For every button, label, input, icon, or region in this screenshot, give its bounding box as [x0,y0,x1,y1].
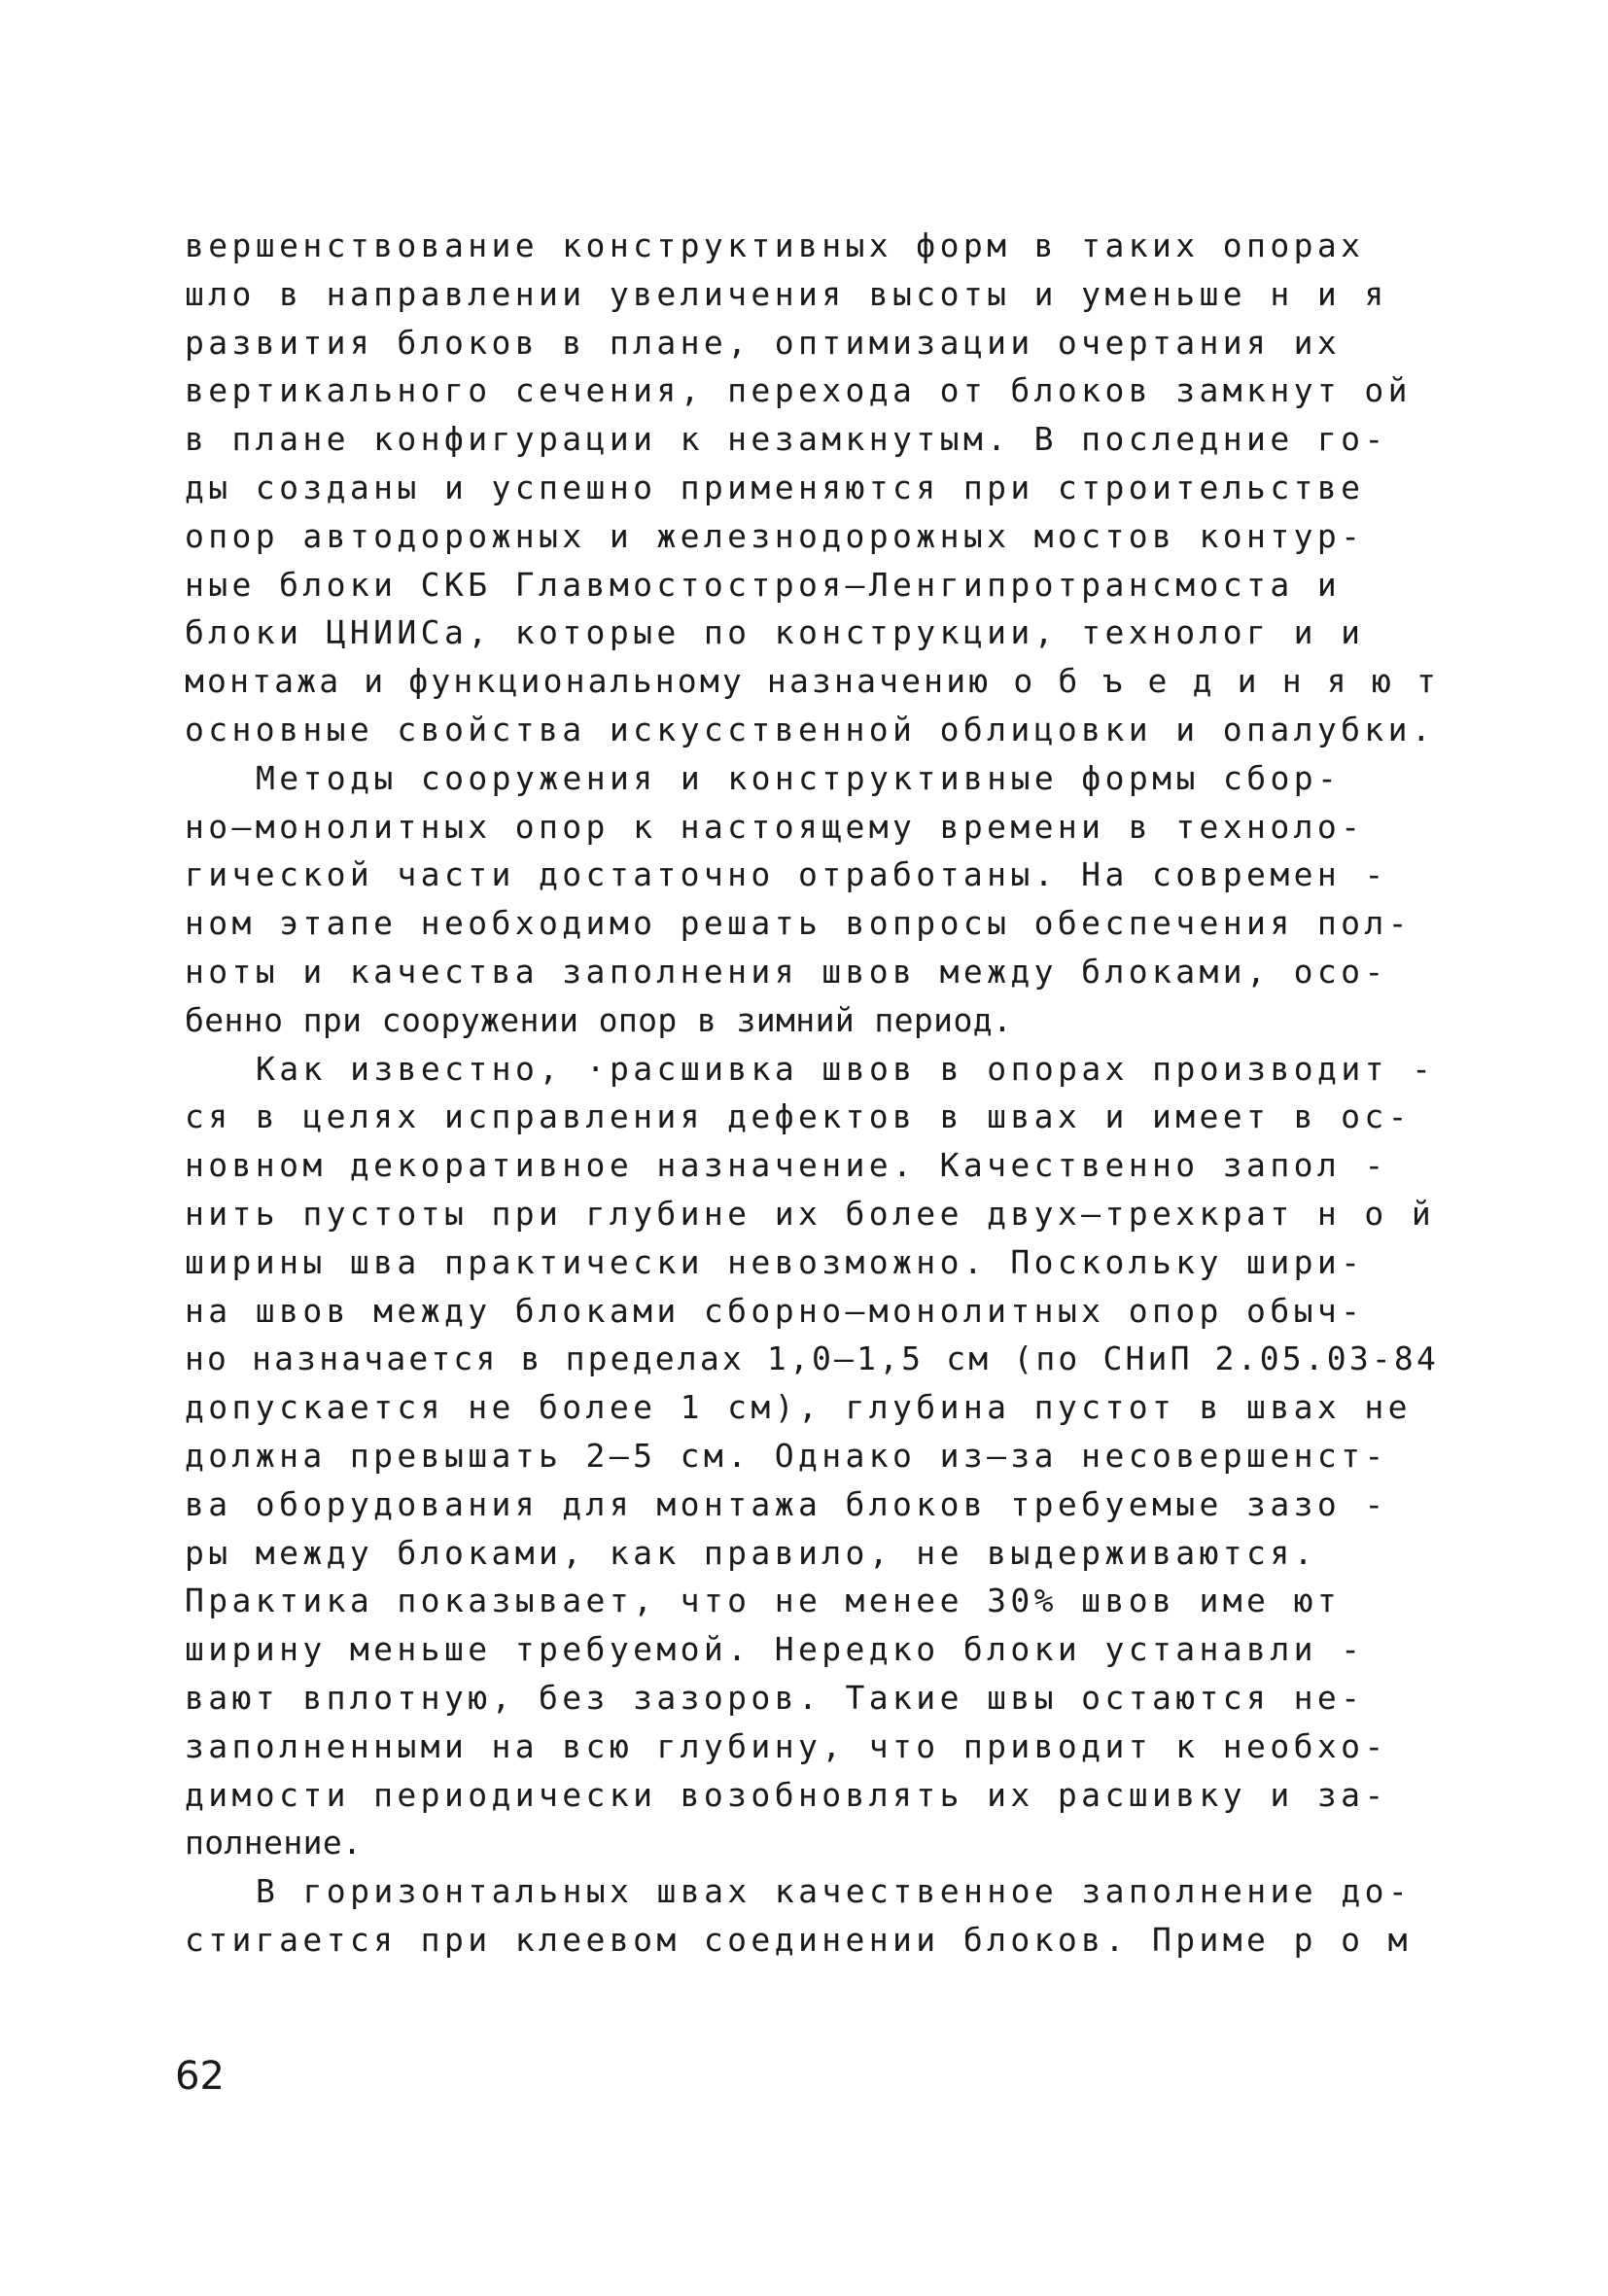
text-line: ширину меньше требуемой. Нередко блоки устанавли - [185,1630,1365,1669]
body-text [185,222,1439,1965]
text-line: блоки ЦНИИСа, которые по конструкции, технолог и и [185,613,1365,652]
text-line: в плане конфигурации к незамкнутым. В последние го- [185,420,1388,459]
text-line: стигается при клеевом соединении блоков. Приме р о м [185,1920,1412,1959]
text-line: монтажа и функциональному назначению о б ъ е д и н я ю т [185,662,1439,701]
text-line: вают вплотную, без зазоров. Такие швы остаются не- [185,1678,1365,1717]
text-line: ном этапе необходимо решать вопросы обеспечения пол- [185,904,1412,943]
text-line: ные блоки СКБ Главмостостроя–Ленгипротрансмоста и [185,565,1342,604]
text-line: димости периодически возобновлять их расшивку и за- [185,1775,1388,1814]
text-line: полнение. [185,1824,363,1862]
text-line: вершенствование конструктивных форм в таких опорах [185,226,1365,264]
text-line: ры между блоками, как правило, не выдерживаются. [185,1533,1317,1572]
text-line: шло в направлении увеличения высоты и уменьше н и я [185,274,1388,313]
text-line: развития блоков в плане, оптимизации очертания их [185,323,1342,362]
text-line: новном декоративное назначение. Качественно запол - [185,1146,1388,1185]
text-line: но назначается в пределах 1,0–1,5 см (по СНиП 2.05.03-84 [185,1339,1439,1378]
text-line: ды созданы и успешно применяются при строительстве [185,468,1365,506]
text-line: на швов между блоками сборно–монолитных опор обыч- [185,1291,1365,1330]
text-line: вертикального сечения, перехода от блоков замкнут ой [185,371,1412,410]
text-line: Методы сооружения и конструктивные формы сбор- [256,758,1342,797]
text-line: заполненными на всю глубину, что приводит к необхо- [185,1726,1388,1765]
text-line: ноты и качества заполнения швов между блоками, осо- [185,952,1388,991]
text-line: должна превышать 2–5 см. Однако из–за несовершенст- [185,1436,1388,1475]
page-number: 62 [175,2054,225,2099]
text-line: основные свойства искусственной облицовки и опалубки. [185,710,1436,748]
text-line: но–монолитных опор к настоящему времени в техноло- [185,807,1365,846]
text-line: допускается не более 1 см), глубина пустот в швах не [185,1388,1412,1427]
text-line: нить пустоты при глубине их более двух–трехкрат н о й [185,1194,1436,1233]
text-line: В горизонтальных швах качественное заполнение до- [256,1872,1413,1911]
text-line: гической части достаточно отработаны. На современ - [185,855,1388,894]
text-line: Практика показывает, что не менее 30% швов име ют [185,1582,1342,1620]
text-line: ва оборудования для монтажа блоков требуемые зазо - [185,1484,1388,1523]
text-line: ся в целях исправления дефектов в швах и имеет в ос- [185,1097,1412,1136]
text-line: бенно при сооружении опор в зимний период. [185,1000,1013,1039]
text-line: Как известно, ·расшивка швов в опорах производит - [256,1049,1436,1088]
text-line: ширины шва практически невозможно. Поскольку шири- [185,1242,1365,1281]
text-line: опор автодорожных и железнодорожных мостов контур- [185,516,1365,555]
